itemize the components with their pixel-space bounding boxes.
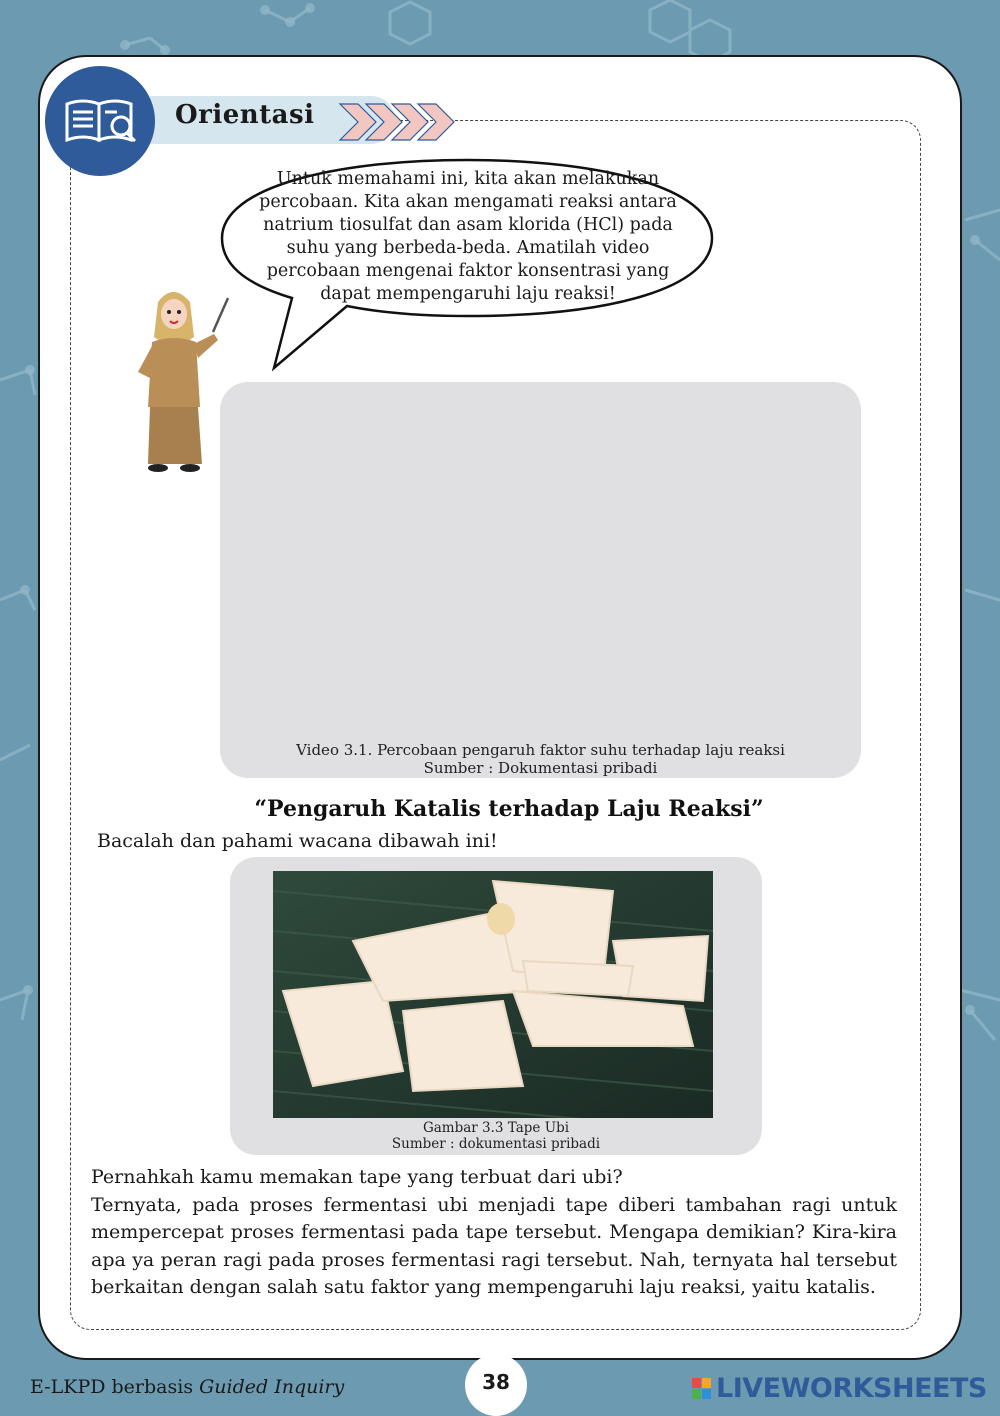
liveworksheets-logo-icon [692,1378,712,1400]
speech-text: Untuk memahami ini, kita akan melakukan percobaan. Kita akan mengamati reaksi antara natrium tiosulfat dan asam klorida (HCl) pada suhu yang berbeda-beda. Amatilah video percobaan mengenai faktor konsentrasi yang dapat mempengaruhi laju reaksi! [259,169,677,304]
figure-caption-source: Sumber : dokumentasi pribadi [391,1136,601,1152]
section-title: Orientasi [175,100,315,130]
video-caption-title: Video 3.1. Percobaan pengaruh faktor suhu terhadap laju reaksi [296,741,785,759]
reading-paragraph: Ternyata, pada proses fermentasi ubi menjadi tape diberi tambahan ragi untuk mempercepat proses fermentasi pada tape tersebut. Mengapa demikian? Kira-kira apa ya peran ragi pada proses fermentasi ragi tersebut. Nah, ternyata hal tersebut berkaitan dengan salah satu faktor yang mempengaruhi laju reaksi, yaitu katalis. [91,1193,897,1298]
footer-title [30,1376,344,1398]
book-magnifier-icon [45,66,155,176]
page-number: 38 [482,1370,510,1394]
video-caption [220,741,861,777]
brand-name[interactable]: LIVEWORKSHEETS [716,1373,987,1404]
tape-ubi-photo [273,871,713,1118]
teacher-illustration [128,282,233,477]
instruction-text: Bacalah dan pahami wacana dibawah ini! [97,830,498,852]
footer-title-text: E-LKPD berbasis [30,1376,200,1398]
reading-text [91,1164,897,1302]
figure-caption-title: Gambar 3.3 Tape Ubi [422,1120,570,1136]
chevron-arrows-icon [336,100,456,144]
section-badge [45,66,155,176]
figure-caption [230,1120,762,1152]
footer-title-italic: Guided Inquiry [199,1376,345,1398]
video-caption-source: Sumber : Dokumentasi pribadi [423,759,658,777]
section-heading: “Pengaruh Katalis terhadap Laju Reaksi” [254,796,764,822]
video-player[interactable] [220,382,861,778]
reading-question: Pernahkah kamu memakan tape yang terbuat dari ubi? [91,1166,623,1188]
